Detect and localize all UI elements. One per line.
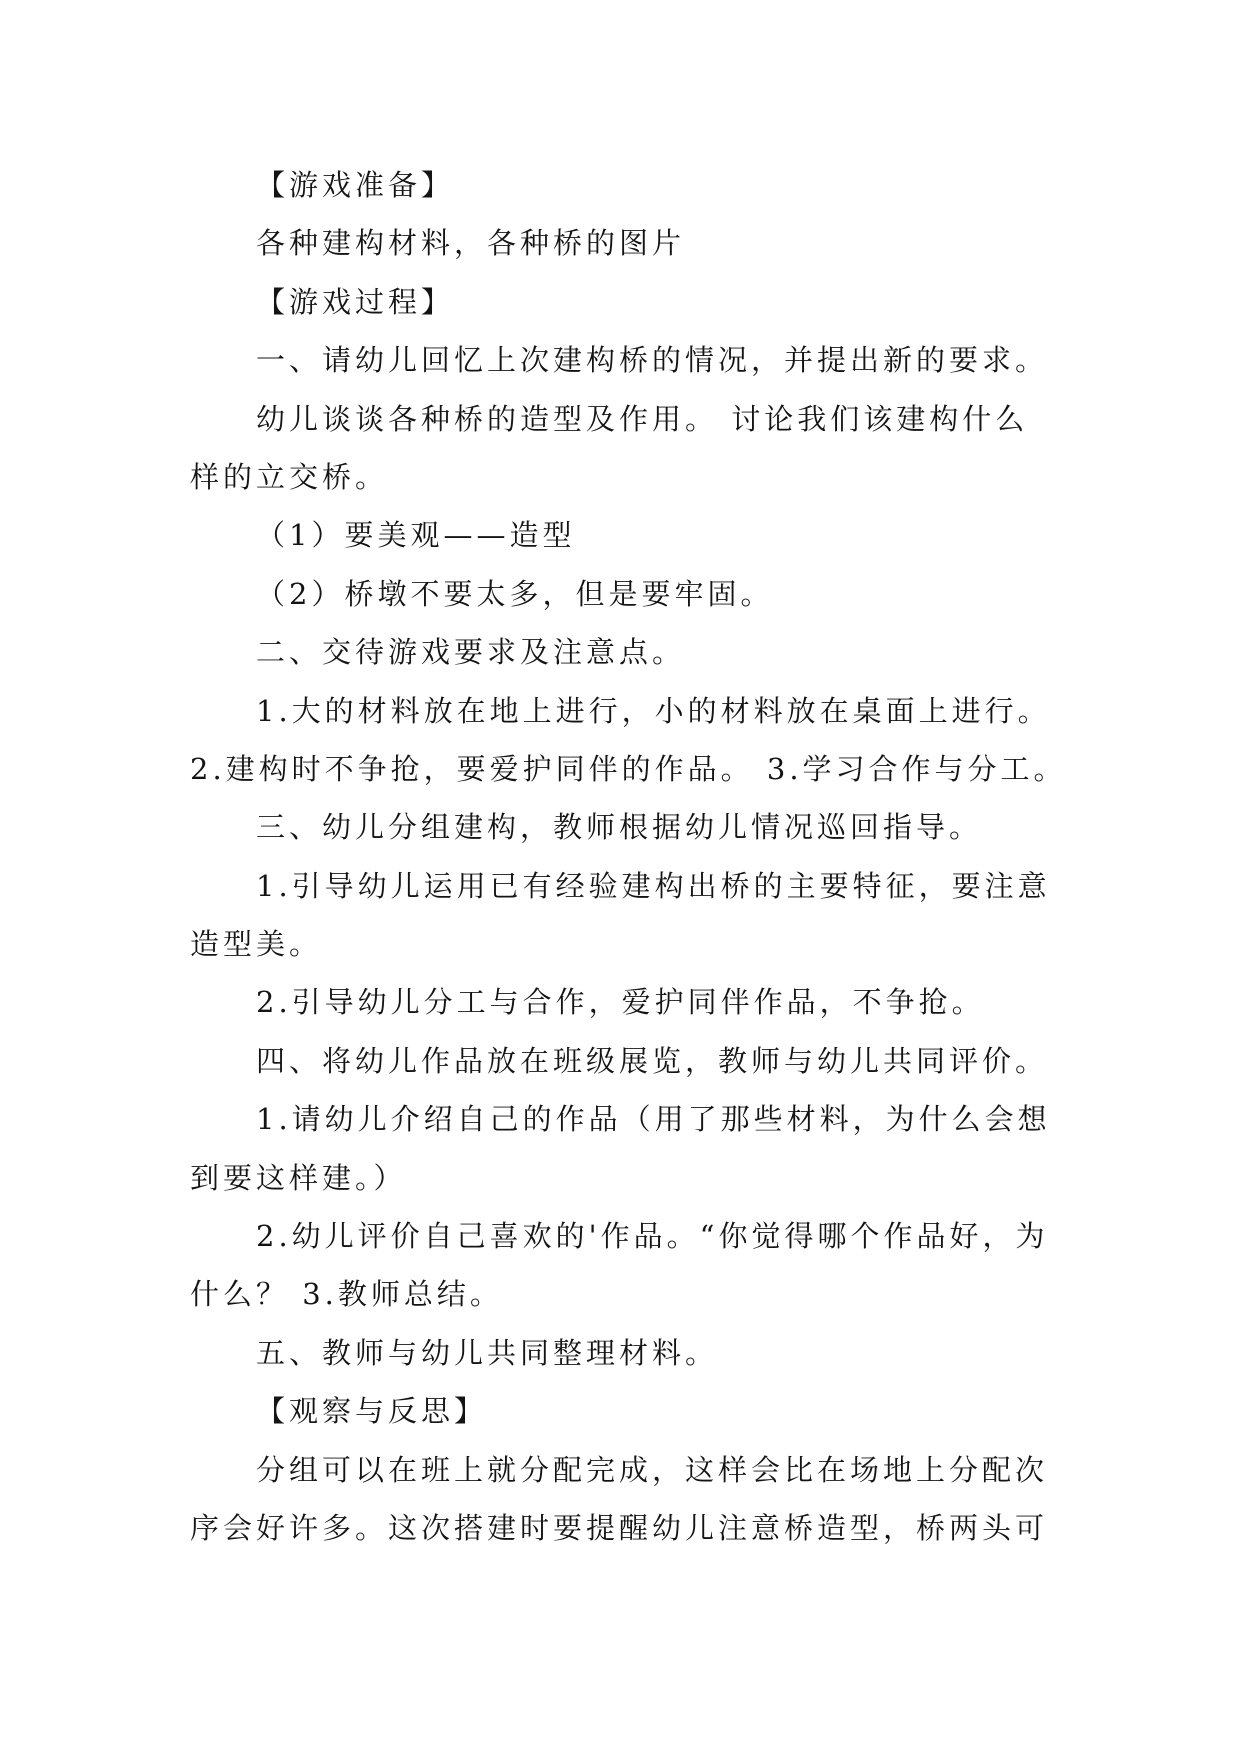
body-text-line: 到要这样建。） [190,1160,407,1195]
body-text-line: 各种建构材料，各种桥的图片 [256,226,686,261]
body-text-line: 一、请幼儿回忆上次建构桥的情况，并提出新的要求。 [256,343,1049,378]
body-text-line: 1.大的材料放在地上进行，小的材料放在桌面上进行。 [256,693,1051,728]
body-text-line: 幼儿谈谈各种桥的造型及作用。 讨论我们该建构什么 [256,401,1029,436]
body-text-line: 四、将幼儿作品放在班级展览，教师与幼儿共同评价。 [256,1043,1049,1078]
section-heading-game-preparation: 【游戏准备】 [256,168,455,202]
body-text-line: （2）桥墩不要太多，但是要牢固。 [256,576,774,611]
section-heading-game-process: 【游戏过程】 [256,284,455,319]
document-body [0,156,1241,1557]
body-text-line: 1.引导幼儿运用已有经验建构出桥的主要特征，要注意 [256,868,1051,903]
section-heading-observation-reflection: 【观察与反思】 [256,1394,488,1429]
body-text-line: 什么？ 3.教师总结。 [190,1277,503,1312]
body-text-line: 造型美。 [190,927,323,962]
body-text-line: 样的立交桥。 [190,459,389,494]
body-text-line: （1）要美观——造型 [256,518,576,553]
body-text-line: 1.请幼儿介绍自己的作品（用了那些材料，为什么会想 [256,1102,1051,1137]
body-text-line: 2.引导幼儿分工与合作，爱护同伴作品，不争抢。 [256,985,985,1020]
body-text-line: 序会好许多。这次搭建时要提醒幼儿注意桥造型，桥两头可 [190,1510,1049,1545]
body-text-line: 分组可以在班上就分配完成，这样会比在场地上分配次 [256,1452,1049,1487]
body-text-line: 二、交待游戏要求及注意点。 [256,635,686,670]
body-text-line: 五、教师与幼儿共同整理材料。 [256,1335,719,1370]
body-text-line: 三、幼儿分组建构，教师根据幼儿情况巡回指导。 [256,810,983,845]
body-text-line: 2.建构时不争抢，要爱护同伴的作品。 3.学习合作与分工。 [190,751,1067,786]
body-text-line: 2.幼儿评价自己喜欢的'作品。“你觉得哪个作品好，为 [256,1219,1049,1254]
